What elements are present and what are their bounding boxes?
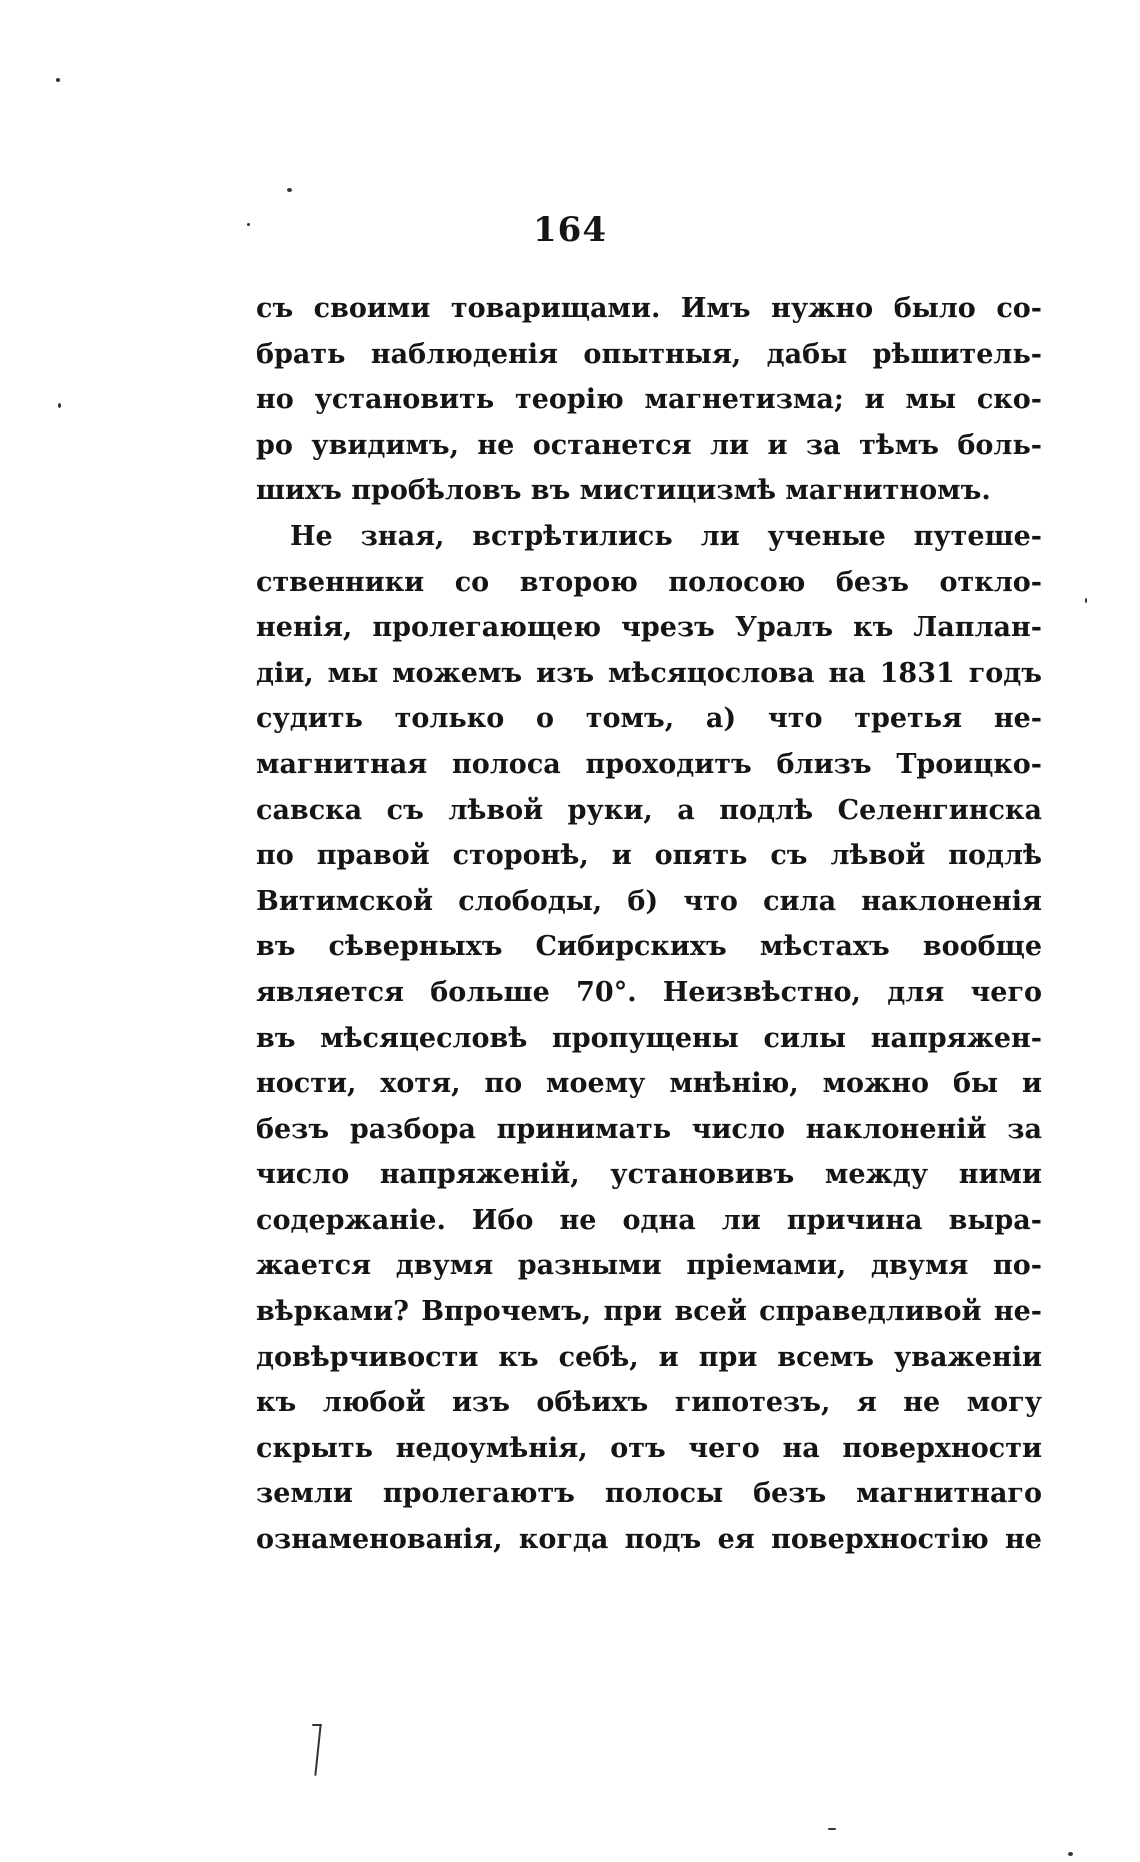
text-line: магнитная полоса проходитъ близъ Троицко- <box>256 748 1042 780</box>
scan-speck <box>312 1724 322 1726</box>
scan-speck <box>828 1828 836 1830</box>
scan-speck <box>1068 1852 1073 1856</box>
scan-speck <box>287 188 292 192</box>
text-line: ненія, пролегающею чрезъ Уралъ къ Лаплан- <box>256 612 1042 644</box>
text-line: къ любой изъ обѣихъ гипотезъ, я не могу <box>256 1387 1042 1419</box>
text-line: ности, хотя, по моему мнѣнію, можно бы и <box>256 1068 1042 1100</box>
scan-speck <box>58 403 61 408</box>
text-line: діи, мы можемъ изъ мѣсяцослова на 1831 годъ <box>256 657 1042 689</box>
page-number: 164 <box>533 210 607 250</box>
text-line: ственники со второю полосою безъ откло- <box>256 566 1042 598</box>
text-line: брать наблюденія опытныя, дабы рѣшитель- <box>256 338 1042 370</box>
text-line: содержаніе. Ибо не одна ли причина выра- <box>256 1204 1042 1236</box>
text-line: но установить теорію магнетизма; и мы ско- <box>256 384 1042 416</box>
text-line: шихъ пробѣловъ въ мистицизмѣ магнитномъ. <box>256 475 991 507</box>
text-line: Витимской слободы, б) что сила наклоненія <box>256 885 1042 917</box>
body-text <box>256 286 1042 1563</box>
scan-speck <box>1085 598 1087 603</box>
text-line: судить только о томъ, а) что третья не- <box>256 703 1042 735</box>
text-line: является больше 70°. Неизвѣстно, для чего <box>256 976 1042 1008</box>
text-line: съ своими товарищами. Имъ нужно было со- <box>256 293 1042 324</box>
scan-speck <box>314 1724 321 1776</box>
text-line: савска съ лѣвой руки, а подлѣ Селенгинска <box>256 794 1042 826</box>
text-line: по правой сторонѣ, и опять съ лѣвой подлѣ <box>256 840 1042 872</box>
text-line: число напряженій, установивъ между ними <box>256 1159 1042 1191</box>
text-line: въ сѣверныхъ Сибирскихъ мѣстахъ вообще <box>256 931 1042 963</box>
text-line: скрыть недоумѣнія, отъ чего на поверхности <box>256 1432 1042 1464</box>
text-line: въ мѣсяцесловѣ пропущены силы напряжен- <box>256 1022 1042 1054</box>
text-line: безъ разбора принимать число наклоненій за <box>256 1113 1042 1145</box>
text-line: земли пролегаютъ полосы безъ магнитнаго <box>256 1478 1042 1510</box>
text-line: ознаменованія, когда подъ ея поверхностію не <box>256 1524 1042 1556</box>
text-line: вѣрками? Впрочемъ, при всей справедливой не- <box>256 1296 1042 1328</box>
text-line: ро увидимъ, не останется ли и за тѣмъ боль- <box>256 429 1042 461</box>
scan-speck <box>247 223 250 226</box>
text-line: жается двумя разными пріемами, двумя по- <box>256 1250 1042 1282</box>
text-line: довѣрчивости къ себѣ, и при всемъ уваженіи <box>256 1341 1042 1373</box>
paragraph-first-line: Не зная, встрѣтились ли ученые путеше- <box>290 520 1042 552</box>
scan-speck <box>56 78 60 82</box>
